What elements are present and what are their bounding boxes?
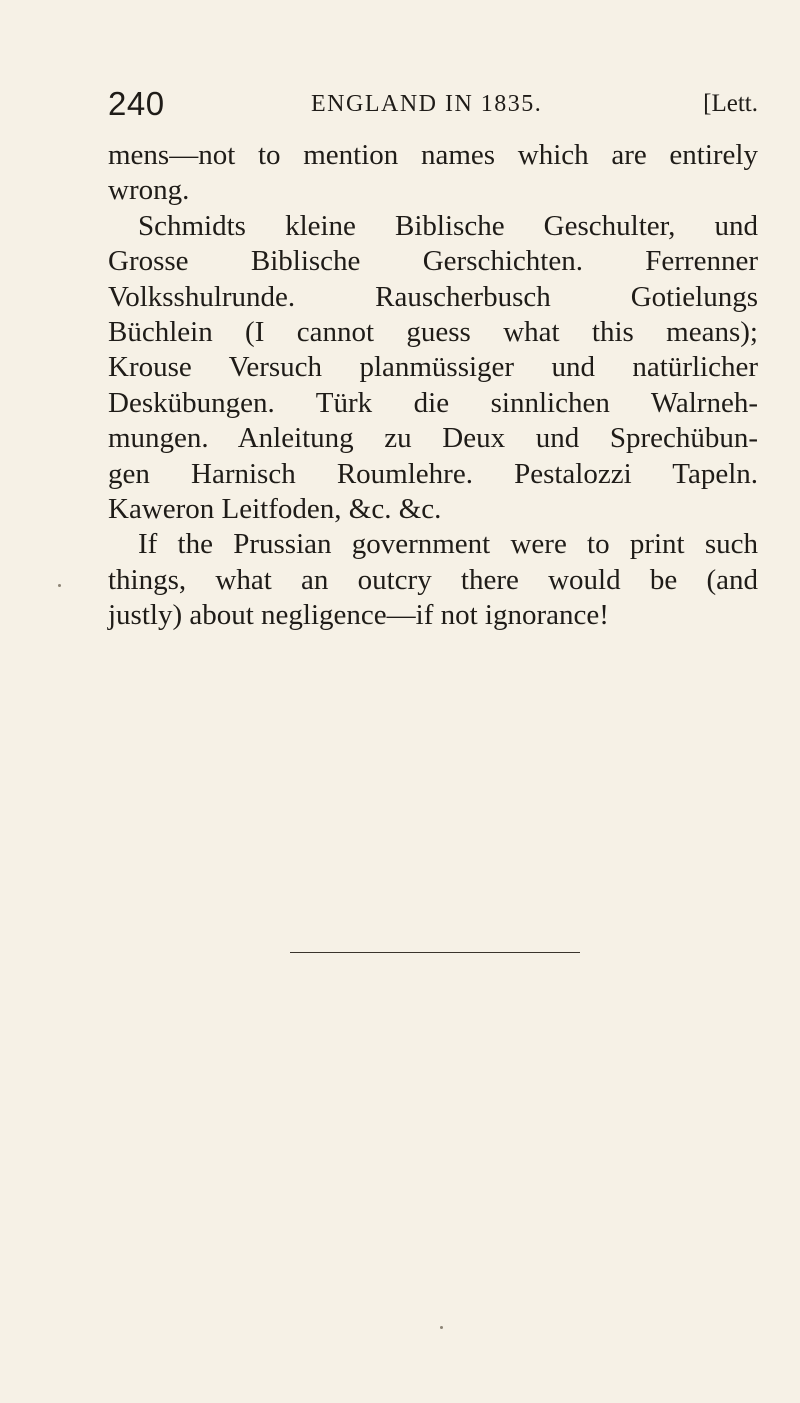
text-line: Volksshulrunde. Rauscherbusch Gotielungs xyxy=(108,280,758,313)
paper-speck xyxy=(58,584,61,587)
page-header xyxy=(108,84,758,124)
text-line: Kaweron Leitfoden, &c. &c. xyxy=(108,492,442,525)
text-line: mungen. Anleitung zu Deux und Sprechübun- xyxy=(108,422,758,455)
text-line: Schmidts kleine Biblische Geschulter, und xyxy=(138,209,758,242)
text-line: If the Prussian government were to print such xyxy=(138,528,758,561)
body-text xyxy=(108,138,758,633)
text-line: Büchlein (I cannot guess what this means); xyxy=(108,315,758,348)
paper-speck xyxy=(440,1326,443,1329)
text-line: Deskübungen. Türk die sinnlichen Walrneh- xyxy=(108,386,758,419)
text-line: gen Harnisch Roumlehre. Pestalozzi Tapeln. xyxy=(108,457,758,490)
text-line: wrong. xyxy=(108,174,190,207)
page-number: 240 xyxy=(108,85,165,122)
section-divider xyxy=(290,952,580,953)
text-line: justly) about negligence—if not ignorance! xyxy=(108,599,609,632)
section-mark: [Lett. xyxy=(703,90,758,117)
text-line: mens—not to mention names which are entirely xyxy=(108,139,758,171)
text-line: things, what an outcry there would be (and xyxy=(108,563,758,596)
text-line: Krouse Versuch planmüssiger und natürlicher xyxy=(108,351,758,384)
text-line: Grosse Biblische Gerschichten. Ferrenner xyxy=(108,245,758,278)
running-title: ENGLAND IN 1835. xyxy=(311,91,543,117)
